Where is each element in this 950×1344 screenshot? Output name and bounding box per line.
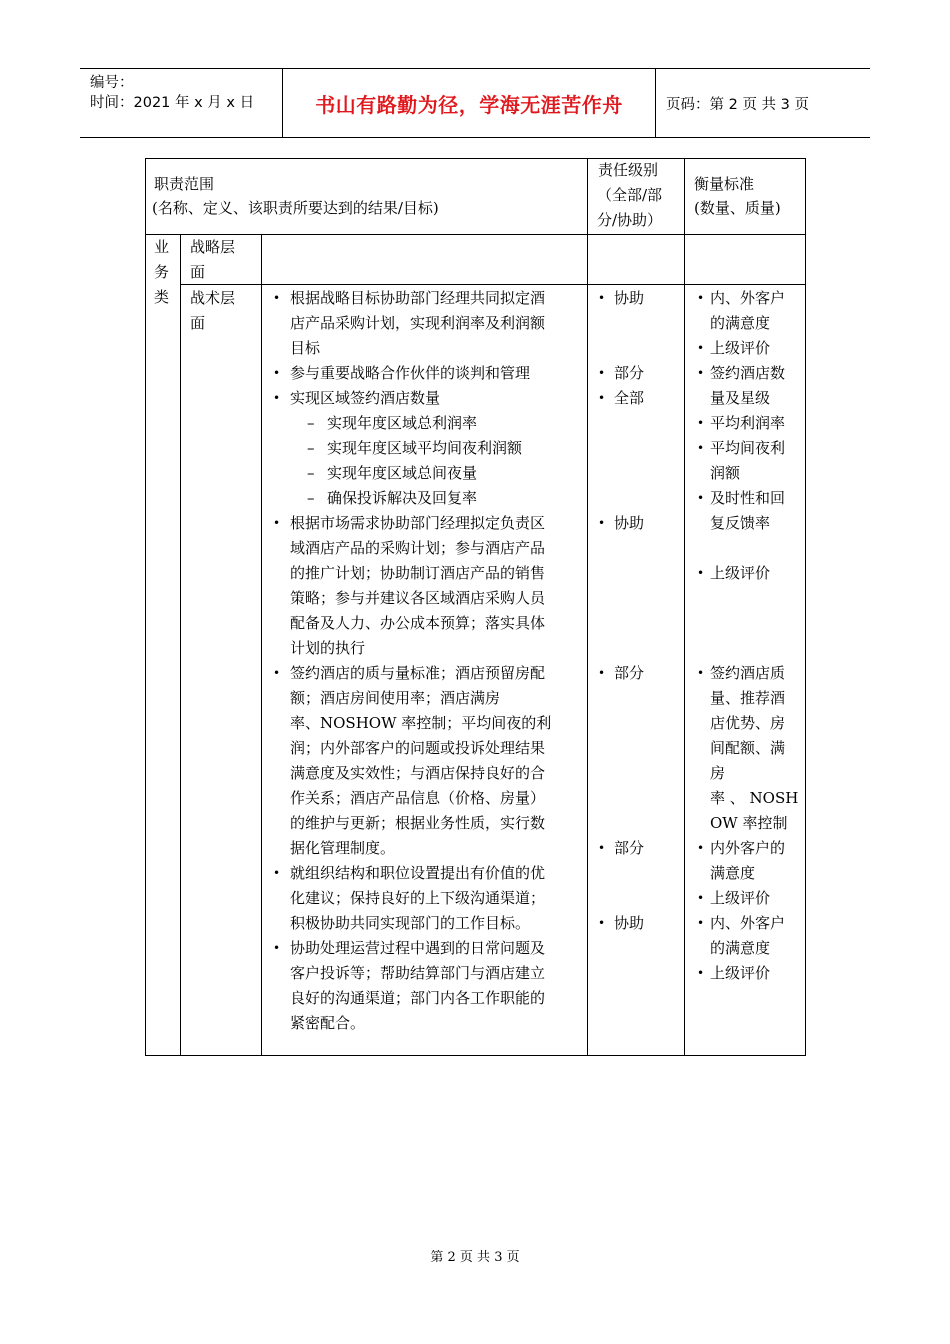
header-meta — [80, 69, 282, 137]
measure-text: 平均利润率 — [710, 414, 786, 432]
duty-line — [271, 436, 581, 461]
measure-text: 满意度 — [710, 864, 756, 882]
duty-text: 签约酒店的质与量标准；酒店预留房配 — [290, 664, 546, 682]
measure-row — [693, 436, 803, 461]
duty-line — [271, 936, 581, 961]
duty-line — [271, 411, 581, 436]
duty-text: 就组织结构和职位设置提出有价值的优 — [290, 864, 546, 882]
measure-row — [693, 761, 803, 786]
measure-row — [693, 561, 803, 586]
level-header-line: （全部/部 — [597, 186, 663, 204]
measure-row — [693, 286, 803, 311]
duty-line — [271, 536, 581, 561]
duty-text: 润；内外部客户的问题或投诉处理结果 — [290, 739, 546, 757]
header-motto-cell — [282, 69, 656, 137]
measure-text: 内、外客户 — [710, 289, 786, 307]
measure-text: 店优势、房 — [710, 714, 786, 732]
measure-row — [693, 911, 803, 936]
measure-row — [693, 811, 803, 836]
page-header — [80, 68, 870, 138]
duty-text: 协助处理运营过程中遇到的日常问题及 — [290, 939, 546, 957]
measure-text: 率 、 NOSH — [710, 789, 799, 807]
level-row — [596, 661, 681, 686]
bullet-icon: • — [697, 366, 705, 380]
level-row — [596, 786, 681, 811]
duty-text: 配备及人力、办公成本预算；落实具体 — [290, 614, 546, 632]
level-row — [596, 486, 681, 511]
table-col-divider-3 — [587, 158, 588, 1056]
measure-text: 签约酒店数 — [710, 364, 786, 382]
measure-row — [693, 486, 803, 511]
bullet-icon: • — [697, 416, 705, 430]
measure-row — [693, 386, 803, 411]
strategic-layer-label: 战略层 — [190, 238, 236, 256]
level-row — [596, 811, 681, 836]
measure-row — [693, 611, 803, 636]
bullet-icon: • — [697, 491, 705, 505]
level-row — [596, 536, 681, 561]
measure-row — [693, 661, 803, 686]
category-char: 业 — [154, 238, 170, 256]
level-text: 协助 — [614, 289, 645, 307]
level-row — [596, 761, 681, 786]
duty-text: 紧密配合。 — [290, 1014, 366, 1032]
bullet-icon: • — [598, 516, 606, 530]
duty-text: 策略；参与并建议各区域酒店采购人员 — [290, 589, 546, 607]
measure-text: 的满意度 — [710, 314, 771, 332]
dash-icon: – — [307, 414, 315, 432]
measure-row — [693, 711, 803, 736]
duty-text: 实现年度区域总利润率 — [327, 414, 478, 432]
measure-row — [693, 861, 803, 886]
duty-line — [271, 811, 581, 836]
duty-line — [271, 336, 581, 361]
duty-line — [271, 611, 581, 636]
duty-line — [271, 486, 581, 511]
measure-text: 及时性和回 — [710, 489, 786, 507]
table-header-divider — [145, 234, 806, 235]
measure-text: 间配额、满 — [710, 739, 786, 757]
duty-text: 的维护与更新；根据业务性质，实行数 — [290, 814, 546, 832]
measure-header-line: (数量、质量) — [694, 199, 781, 217]
table-border-top — [145, 158, 806, 159]
measure-text: 内外客户的 — [710, 839, 786, 857]
level-row — [596, 911, 681, 936]
measure-text: 内、外客户 — [710, 914, 786, 932]
measure-text: 润额 — [710, 464, 741, 482]
measure-row — [693, 1011, 803, 1036]
measure-row — [693, 961, 803, 986]
duty-line — [271, 386, 581, 411]
bullet-icon: • — [697, 566, 705, 580]
duty-line — [271, 836, 581, 861]
bullet-icon: • — [697, 841, 705, 855]
measure-text: 量、推荐酒 — [710, 689, 786, 707]
duty-text: 目标 — [290, 339, 321, 357]
duty-text: 参与重要战略合作伙伴的谈判和管理 — [290, 364, 531, 382]
duty-line — [271, 786, 581, 811]
level-row — [596, 386, 681, 411]
duty-line — [271, 1011, 581, 1036]
level-text: 部分 — [614, 664, 645, 682]
duty-line — [271, 361, 581, 386]
measure-header-line: 衡量标准 — [694, 175, 755, 193]
level-row — [596, 411, 681, 436]
level-text: 协助 — [614, 914, 645, 932]
duty-line — [271, 286, 581, 311]
duty-line — [271, 461, 581, 486]
level-row — [596, 861, 681, 886]
level-row — [596, 461, 681, 486]
level-header-line: 分/协助） — [597, 211, 663, 229]
measure-list — [693, 286, 803, 1036]
level-text: 部分 — [614, 364, 645, 382]
duty-line — [271, 561, 581, 586]
duty-text: 客户投诉等；帮助结算部门与酒店建立 — [290, 964, 546, 982]
duty-line — [271, 911, 581, 936]
measure-row — [693, 536, 803, 561]
level-list — [596, 286, 681, 1036]
category-char: 类 — [154, 288, 170, 306]
duty-line — [271, 511, 581, 536]
tactical-layer-label: 面 — [190, 314, 206, 332]
bullet-icon: • — [273, 391, 281, 405]
strategic-layer-label: 面 — [190, 263, 206, 281]
measure-row — [693, 636, 803, 661]
duty-text: 积极协助共同实现部门的工作目标。 — [290, 914, 531, 932]
bullet-icon: • — [273, 666, 281, 680]
page-number-label: 页码：第 2 页 共 3 页 — [666, 96, 809, 113]
level-text: 部分 — [614, 839, 645, 857]
table-border-left — [145, 158, 146, 1056]
level-row — [596, 286, 681, 311]
measure-text: 量及星级 — [710, 389, 771, 407]
level-row — [596, 561, 681, 586]
page-footer: 第 2 页 共 3 页 — [430, 1250, 520, 1265]
bullet-icon: • — [273, 516, 281, 530]
level-row — [596, 511, 681, 536]
duty-text: 良好的沟通渠道；部门内各工作职能的 — [290, 989, 546, 1007]
measure-text: 的满意度 — [710, 939, 771, 957]
level-row — [596, 1011, 681, 1036]
level-row — [596, 586, 681, 611]
duty-line — [271, 661, 581, 686]
date-label: 时间：2021 年 x 月 x 日 — [90, 95, 255, 111]
measure-row — [693, 411, 803, 436]
bullet-icon: • — [697, 916, 705, 930]
tactical-layer-label: 战术层 — [190, 289, 236, 307]
level-row — [596, 686, 681, 711]
bullet-icon: • — [598, 666, 606, 680]
duty-line — [271, 736, 581, 761]
measure-row — [693, 886, 803, 911]
measure-text: 房 — [710, 764, 726, 782]
bullet-icon: • — [697, 341, 705, 355]
measure-row — [693, 586, 803, 611]
measure-text: 上级评价 — [710, 339, 771, 357]
duty-text: 满意度及实效性；与酒店保持良好的合 — [290, 764, 546, 782]
measure-row — [693, 936, 803, 961]
measure-row — [693, 461, 803, 486]
dash-icon: – — [307, 439, 315, 457]
measure-row — [693, 786, 803, 811]
bullet-icon: • — [697, 966, 705, 980]
level-row — [596, 836, 681, 861]
measure-row — [693, 311, 803, 336]
duty-line — [271, 886, 581, 911]
scope-title: 职责范围 — [154, 175, 215, 193]
level-row — [596, 986, 681, 1011]
level-row — [596, 711, 681, 736]
bullet-icon: • — [273, 941, 281, 955]
duty-line — [271, 636, 581, 661]
duty-text: 域酒店产品的采购计划；参与酒店产品 — [290, 539, 546, 557]
duty-text: 额；酒店房间使用率；酒店满房 — [290, 689, 501, 707]
measure-row — [693, 511, 803, 536]
dash-icon: – — [307, 464, 315, 482]
duty-text: 作关系；酒店产品信息（价格、房量） — [290, 789, 546, 807]
table-border-right — [805, 158, 806, 1056]
measure-text: 平均间夜利 — [710, 439, 786, 457]
number-label: 编号： — [90, 75, 134, 91]
bullet-icon: • — [598, 291, 606, 305]
duty-text: 化建议；保持良好的上下级沟通渠道； — [290, 889, 546, 907]
bullet-icon: • — [697, 891, 705, 905]
level-text: 全部 — [614, 389, 645, 407]
measure-row — [693, 336, 803, 361]
measure-row — [693, 986, 803, 1011]
measure-text: OW 率控制 — [710, 814, 788, 832]
table-col-divider-2 — [261, 234, 262, 1056]
table-border-bottom — [145, 1055, 806, 1056]
measure-row — [693, 361, 803, 386]
measure-row — [693, 836, 803, 861]
measure-row — [693, 686, 803, 711]
bullet-icon: • — [598, 391, 606, 405]
duty-line — [271, 986, 581, 1011]
level-row — [596, 311, 681, 336]
duty-text: 计划的执行 — [290, 639, 366, 657]
header-page-cell — [656, 69, 870, 137]
level-row — [596, 436, 681, 461]
duty-line — [271, 711, 581, 736]
duty-list — [271, 286, 581, 1036]
duty-line — [271, 761, 581, 786]
bullet-icon: • — [697, 291, 705, 305]
duty-text: 实现区域签约酒店数量 — [290, 389, 441, 407]
responsibility-table — [145, 158, 806, 1056]
level-row — [596, 361, 681, 386]
table-col-divider-4 — [684, 158, 685, 1056]
level-header-line: 责任级别 — [598, 161, 659, 179]
duty-text: 据化管理制度。 — [290, 839, 396, 857]
measure-text: 签约酒店质 — [710, 664, 786, 682]
level-row — [596, 961, 681, 986]
duty-line — [271, 311, 581, 336]
table-col-divider-1 — [180, 234, 181, 1056]
bullet-icon: • — [598, 366, 606, 380]
duty-text: 实现年度区域平均间夜利润额 — [327, 439, 523, 457]
scope-description: (名称、定义、该职责所要达到的结果/目标) — [152, 199, 439, 217]
motto-text: 书山有路勤为径，学海无涯苦作舟 — [315, 92, 623, 117]
measure-text: 上级评价 — [710, 964, 771, 982]
duty-text: 率、NOSHOW 率控制；平均间夜的利 — [290, 714, 552, 732]
bullet-icon: • — [598, 916, 606, 930]
duty-line — [271, 586, 581, 611]
duty-text: 店产品采购计划，实现利润率及利润额 — [290, 314, 546, 332]
bullet-icon: • — [697, 666, 705, 680]
duty-line — [271, 961, 581, 986]
bullet-icon: • — [273, 366, 281, 380]
category-char: 务 — [154, 263, 170, 281]
duty-text: 确保投诉解决及回复率 — [327, 489, 478, 507]
duty-text: 根据战略目标协助部门经理共同拟定酒 — [290, 289, 546, 307]
level-row — [596, 611, 681, 636]
measure-text: 上级评价 — [710, 564, 771, 582]
level-text: 协助 — [614, 514, 645, 532]
duty-line — [271, 686, 581, 711]
level-row — [596, 336, 681, 361]
duty-text: 的推广计划；协助制订酒店产品的销售 — [290, 564, 546, 582]
measure-row — [693, 736, 803, 761]
duty-text: 实现年度区域总间夜量 — [327, 464, 478, 482]
duty-text: 根据市场需求协助部门经理拟定负责区 — [290, 514, 546, 532]
level-row — [596, 936, 681, 961]
dash-icon: – — [307, 489, 315, 507]
measure-text: 复反馈率 — [710, 514, 771, 532]
bullet-icon: • — [598, 841, 606, 855]
bullet-icon: • — [697, 441, 705, 455]
duty-line — [271, 861, 581, 886]
measure-text: 上级评价 — [710, 889, 771, 907]
bullet-icon: • — [273, 291, 281, 305]
bullet-icon: • — [273, 866, 281, 880]
level-row — [596, 736, 681, 761]
level-row — [596, 636, 681, 661]
level-row — [596, 886, 681, 911]
